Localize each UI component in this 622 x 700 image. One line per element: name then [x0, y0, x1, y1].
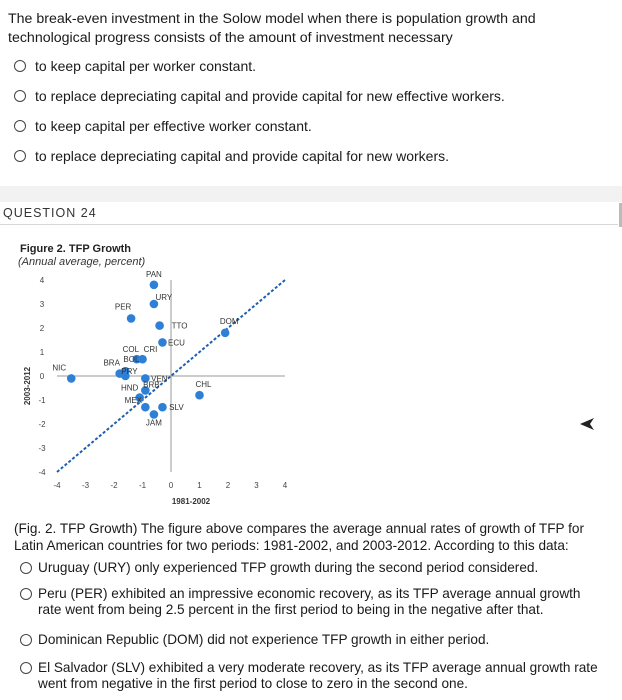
data-point-slv — [158, 403, 167, 412]
data-point-tto — [155, 321, 164, 330]
y-tick-label: 4 — [39, 276, 45, 285]
y-tick-label: 0 — [39, 372, 45, 381]
data-label-slv: SLV — [169, 403, 184, 413]
data-label-jam: JAM — [145, 418, 162, 428]
data-point-dom — [221, 329, 230, 338]
y-tick-label: 1 — [39, 348, 45, 357]
data-point-cri — [138, 355, 147, 364]
tfp-scatter-chart — [0, 268, 310, 510]
x-tick-label: 3 — [254, 481, 259, 490]
data-label-ven: VEN — [151, 374, 168, 384]
cursor-icon — [580, 418, 596, 430]
y-tick-label: -3 — [38, 444, 46, 453]
radio-icon[interactable] — [14, 90, 26, 102]
data-label-bol: BOL — [123, 355, 140, 365]
data-label-nic: NIC — [52, 363, 67, 373]
data-label-ury: URY — [155, 293, 173, 302]
data-label-dom: DOM — [219, 316, 239, 326]
answer-option-1[interactable] — [20, 560, 605, 576]
answer-option-4[interactable] — [20, 660, 605, 692]
answer-option-label: Uruguay (URY) only experienced TFP growth during the second period considered. — [38, 560, 539, 575]
answer-option-label: to keep capital per worker constant. — [35, 58, 257, 74]
y-tick-label: -2 — [38, 420, 46, 429]
data-label-col: COL — [122, 345, 140, 355]
radio-icon[interactable] — [14, 120, 26, 132]
figure-description: (Fig. 2. TFP Growth) The figure above compares the average annual rates of growth of TFP for Latin American countries for two periods: 1981-2002, and 2003-2012. According to this data: — [14, 521, 584, 553]
x-tick-label: 4 — [282, 481, 288, 490]
data-label-hnd: HND — [120, 383, 139, 393]
data-point-ecu — [158, 338, 167, 347]
x-tick-label: -4 — [53, 481, 61, 490]
radio-icon[interactable] — [20, 662, 32, 674]
data-point-pan — [150, 281, 159, 290]
data-label-brb: BRB — [143, 380, 160, 390]
y-tick-label: 2 — [39, 324, 45, 333]
radio-icon[interactable] — [20, 634, 32, 646]
answer-option-label: to keep capital per effective worker constant. — [35, 118, 312, 134]
data-label-ecu: ECU — [168, 338, 185, 348]
radio-icon[interactable] — [14, 150, 26, 162]
x-axis-title: 1981-2002 — [171, 497, 211, 506]
question-label: QUESTION 24 — [3, 206, 97, 220]
y-tick-label: 3 — [39, 300, 45, 309]
y-tick-label: -1 — [38, 396, 46, 405]
data-point-mex — [141, 403, 150, 412]
answer-option-4[interactable] — [14, 148, 449, 164]
answer-option-label: Dominican Republic (DOM) did not experience TFP growth in either period. — [38, 632, 490, 647]
data-label-chl: CHL — [195, 380, 212, 390]
x-tick-label: -3 — [81, 481, 90, 490]
y-tick-label: -4 — [38, 468, 46, 477]
data-label-mex: MEX — [124, 396, 143, 406]
x-tick-label: 1 — [197, 481, 202, 490]
figure-title: Figure 2. TFP Growth — [20, 243, 132, 255]
section-separator — [0, 186, 622, 202]
answer-option-label: to replace depreciating capital and provide capital for new effective workers. — [35, 88, 505, 104]
x-tick-label: -1 — [138, 481, 147, 490]
question-text: The break-even investment in the Solow model when there is population growth and technological progress consists of the amount of investment necessary — [8, 11, 536, 46]
data-label-bra: BRA — [103, 358, 120, 368]
answer-option-label: Peru (PER) exhibited an impressive economic recovery, as its TFP average annual growth rate went from being 2.5 percent in the first period to being in the negative after that. — [38, 586, 581, 617]
answer-option-label: to replace depreciating capital and provide capital for new workers. — [35, 148, 450, 164]
radio-icon[interactable] — [14, 60, 26, 72]
answer-option-2[interactable] — [20, 586, 605, 618]
figure-subtitle: (Annual average, percent) — [18, 256, 146, 268]
answer-option-2[interactable] — [14, 88, 505, 104]
answer-option-3[interactable] — [14, 118, 312, 134]
data-label-per: PER — [114, 302, 132, 312]
data-label-pan: PAN — [145, 269, 162, 279]
y-axis-title: 2003-2012 — [23, 366, 32, 406]
x-tick-label: -2 — [110, 481, 118, 490]
x-tick-label: 0 — [168, 481, 174, 490]
data-point-nic — [67, 374, 76, 383]
radio-icon[interactable] — [20, 562, 32, 574]
data-point-per — [127, 314, 136, 323]
data-label-pry: PRY — [121, 367, 138, 376]
data-point-chl — [195, 391, 204, 400]
divider — [0, 224, 618, 225]
answer-option-1[interactable] — [14, 58, 256, 74]
answer-option-label: El Salvador (SLV) exhibited a very moderate recovery, as its TFP average annual growth rate went from negative in the first period to close to zero in the second one. — [38, 660, 598, 691]
data-label-cri: CRI — [143, 345, 158, 355]
radio-icon[interactable] — [20, 588, 32, 600]
data-label-tto: TTO — [171, 321, 188, 331]
x-tick-label: 2 — [225, 481, 231, 490]
answer-option-3[interactable] — [20, 632, 605, 648]
